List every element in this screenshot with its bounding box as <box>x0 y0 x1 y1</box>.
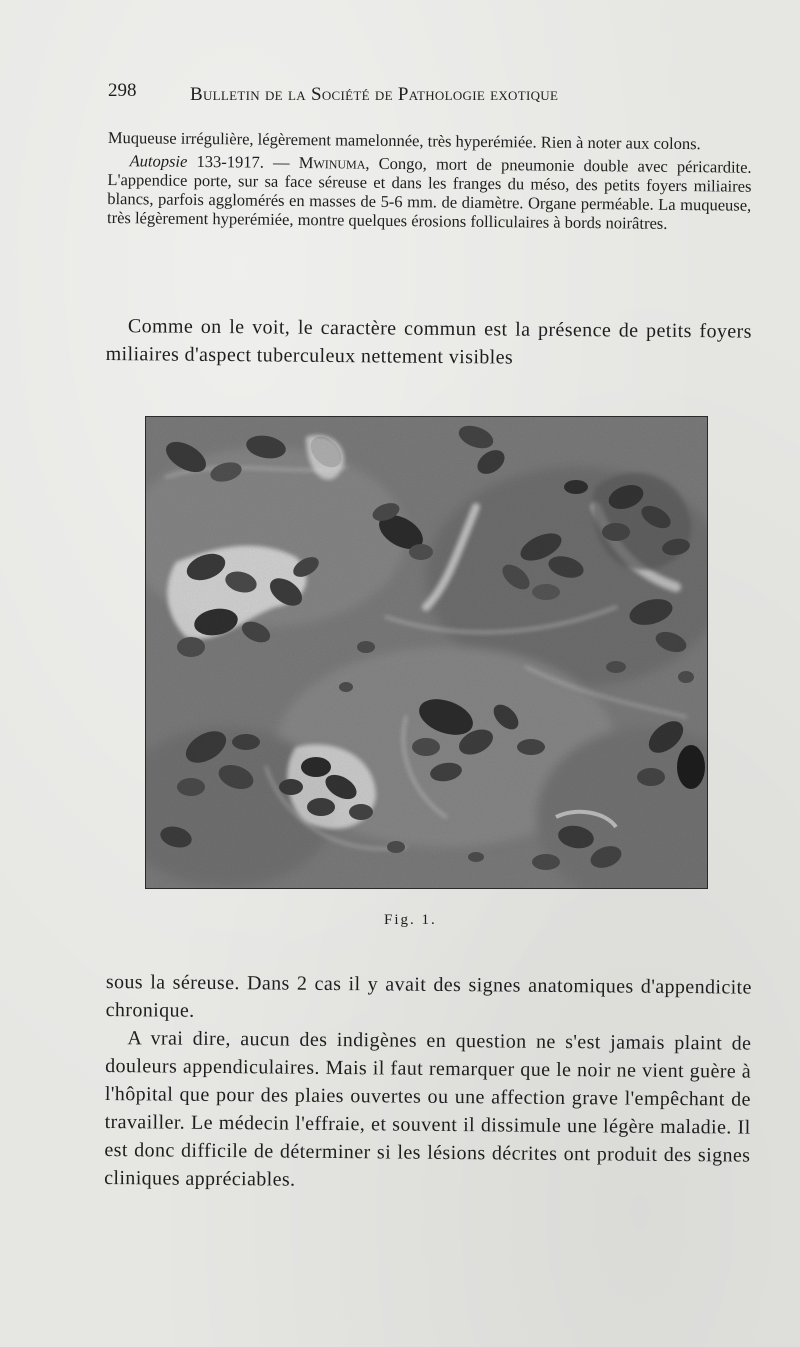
autopsy-text: , Congo, mort de pneumonie double avec péricardite. L'appendice porte, sur sa face séreuse et dans les franges du méso, des petits foyers miliaires blancs, parfois agglomérés en masses de 5-6 mm. de diamètre. Organe perméable. La muqueuse, très légèrement hyperémiée, montre quelques érosions folliculaires à bords noirâtres. <box>106 153 752 233</box>
micrograph-figure <box>145 416 708 889</box>
case-notes <box>107 128 752 238</box>
body-paragraph-1: Comme on le voit, le caractère commun est la présence de petits foyers miliaires d'aspect tuberculeux nettement visibles <box>105 315 752 369</box>
autopsy-number: 133-1917. — <box>187 151 299 172</box>
patient-name: Mwinuma <box>298 153 366 173</box>
body-paragraph-2: sous la séreuse. Dans 2 cas il y avait des signes anatomiques d'appendicite chronique. <box>105 970 752 1022</box>
case-notes-line: Muqueuse irrégulière, légèrement mamelonnée, très hyperémiée. Rien à noter aux colons. <box>107 128 701 154</box>
running-head: Bulletin de la Société de Pathologie exotique <box>190 84 559 105</box>
body-text-continuation <box>104 968 752 1198</box>
body-paragraph-3: A vrai dire, aucun des indigènes en question ne s'est jamais plaint de douleurs appendiculaires. Mais il faut remarquer que le noir ne vient guère à l'hôpital que pour des plaies ouvertes ou une affection grave l'empêchant de travailler. Le médecin l'effraie, et souvent il dissimule une légère maladie. Il est donc difficile de déterminer si les lésions décrites ont produit des signes cliniques appréciables. <box>104 1027 752 1191</box>
figure-caption: Fig. 1. <box>384 912 437 928</box>
micrograph-image <box>146 417 707 888</box>
page-number: 298 <box>108 80 137 101</box>
body-paragraph-1-container <box>106 312 752 374</box>
autopsy-label: Autopsie <box>129 151 188 171</box>
autopsy-paragraph <box>107 151 752 234</box>
